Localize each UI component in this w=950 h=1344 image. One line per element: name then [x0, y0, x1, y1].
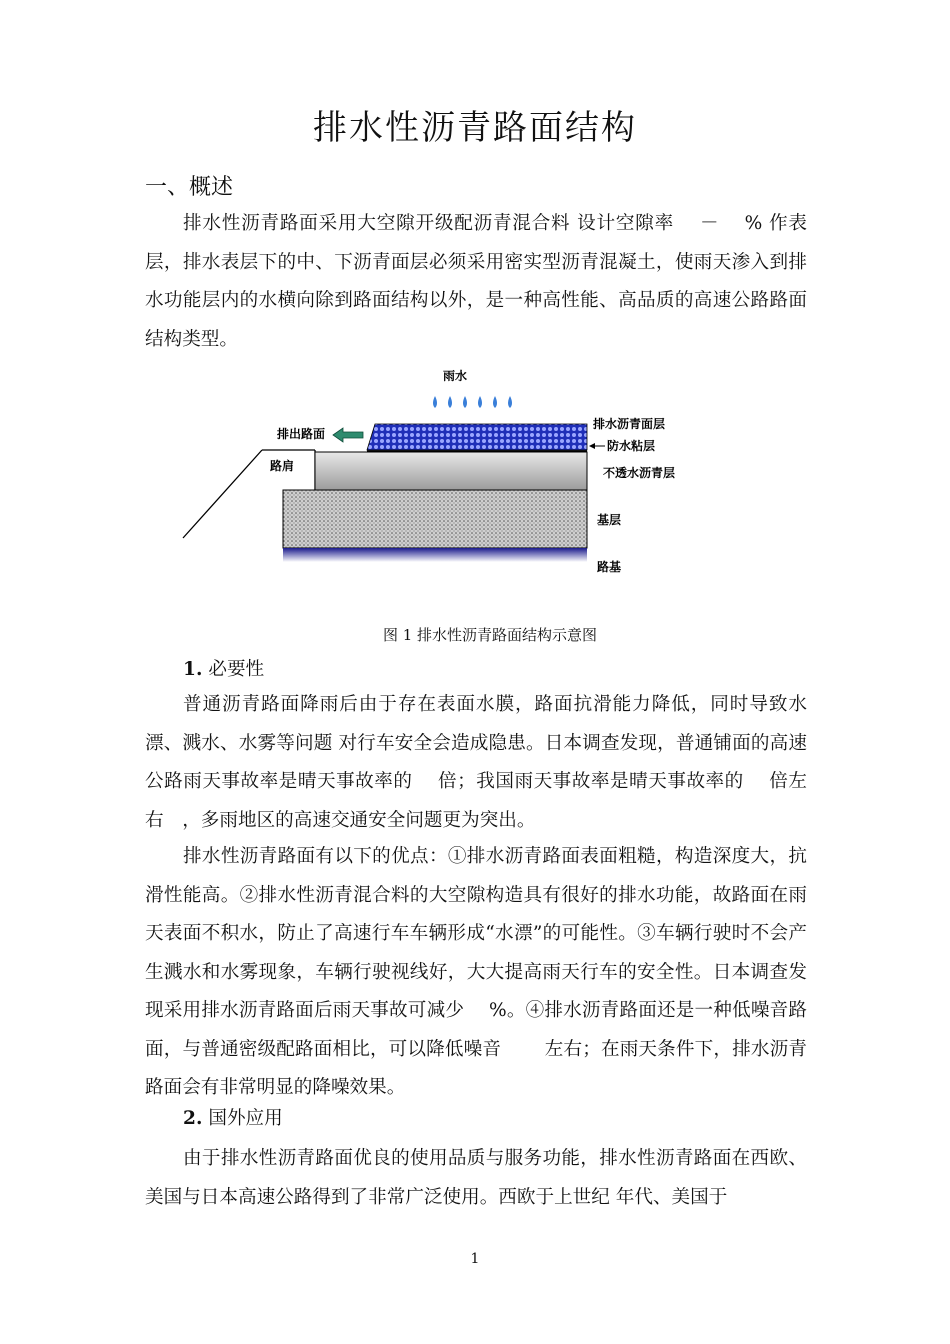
subheading-foreign — [183, 1104, 283, 1130]
subheading-necessity — [183, 655, 264, 681]
embankment-slope — [183, 450, 262, 538]
subgrade-band — [283, 548, 587, 562]
subheading-text: 必要性 — [208, 659, 265, 680]
drain-arrow-icon — [333, 428, 363, 442]
waterproof-label: 防水粘层 — [607, 439, 656, 453]
impermeable-layer-label: 不透水沥青层 — [603, 466, 676, 480]
drainage-layer-label: 排水沥青面层 — [593, 417, 666, 431]
shoulder-label: 路肩 — [270, 459, 295, 473]
necessity-paragraph-2: 排水性沥青路面有以下的优点：①排水沥青路面表面粗糙，构造深度大，抗滑性能高。②排水性沥青混合料的大空隙构造具有很好的排水功能，故路面在雨天表面不积水，防止了高速行车车辆形成“水漂”的可能性。③车辆行驶时不会产生溅水和水雾现象，车辆行驶视线好，大大提高雨天行车的安全性。日本调查发现采用排水沥青路面后雨天事故可减少 %。④排水沥青路面还是一种低噪音路面，与普通密级配路面相比，可以降低噪音 左右；在雨天条件下，排水沥青路面会有非常明显的降噪效果。 — [145, 846, 807, 1098]
raindrop-icons — [433, 396, 512, 408]
pavement-structure-diagram — [175, 360, 695, 590]
subgrade-label: 路基 — [597, 560, 622, 574]
page-number: 1 — [470, 1251, 480, 1267]
base-layer — [283, 490, 587, 548]
overview-paragraph: 排水性沥青路面采用大空隙开级配沥青混合料 设计空隙率 － % 作表层，排水表层下的中、下沥青面层必须采用密实型沥青混凝土，使雨天渗入到排水功能层内的水横向除到路面结构以外，是一种高性能、高品质的高速公路路面结构类型。 — [145, 213, 807, 350]
drain-out-label: 排出路面 — [277, 427, 326, 441]
section-heading-overview: 一、概述 — [145, 175, 234, 200]
page-title: 排水性沥青路面结构 — [313, 108, 637, 148]
waterproof-pointer-arrow-icon — [589, 443, 595, 449]
impermeable-asphalt-layer — [315, 452, 587, 490]
foreign-paragraph-1: 由于排水性沥青路面优良的使用品质与服务功能，排水性沥青路面在西欧、美国与日本高速公路得到了非常广泛使用。西欧于上世纪 年代、美国于 — [145, 1148, 807, 1208]
subheading-number: 1. — [183, 659, 203, 680]
base-layer-label: 基层 — [597, 513, 622, 527]
necessity-paragraph-1: 普通沥青路面降雨后由于存在表面水膜，路面抗滑能力降低，同时导致水漂、溅水、水雾等问题 对行车安全会造成隐患。日本调查发现，普通铺面的高速公路雨天事故率是晴天事故率的 倍；我国雨天事故率是晴天事故率的 倍左右 ，多雨地区的高速交通安全问题更为突出。 — [145, 694, 807, 831]
drainage-asphalt-layer — [367, 424, 587, 450]
subheading-number: 2. — [183, 1108, 203, 1129]
figure-caption: 图 1 排水性沥青路面结构示意图 — [382, 626, 598, 644]
rain-label: 雨水 — [442, 369, 468, 383]
subheading-text: 国外应用 — [208, 1108, 283, 1129]
